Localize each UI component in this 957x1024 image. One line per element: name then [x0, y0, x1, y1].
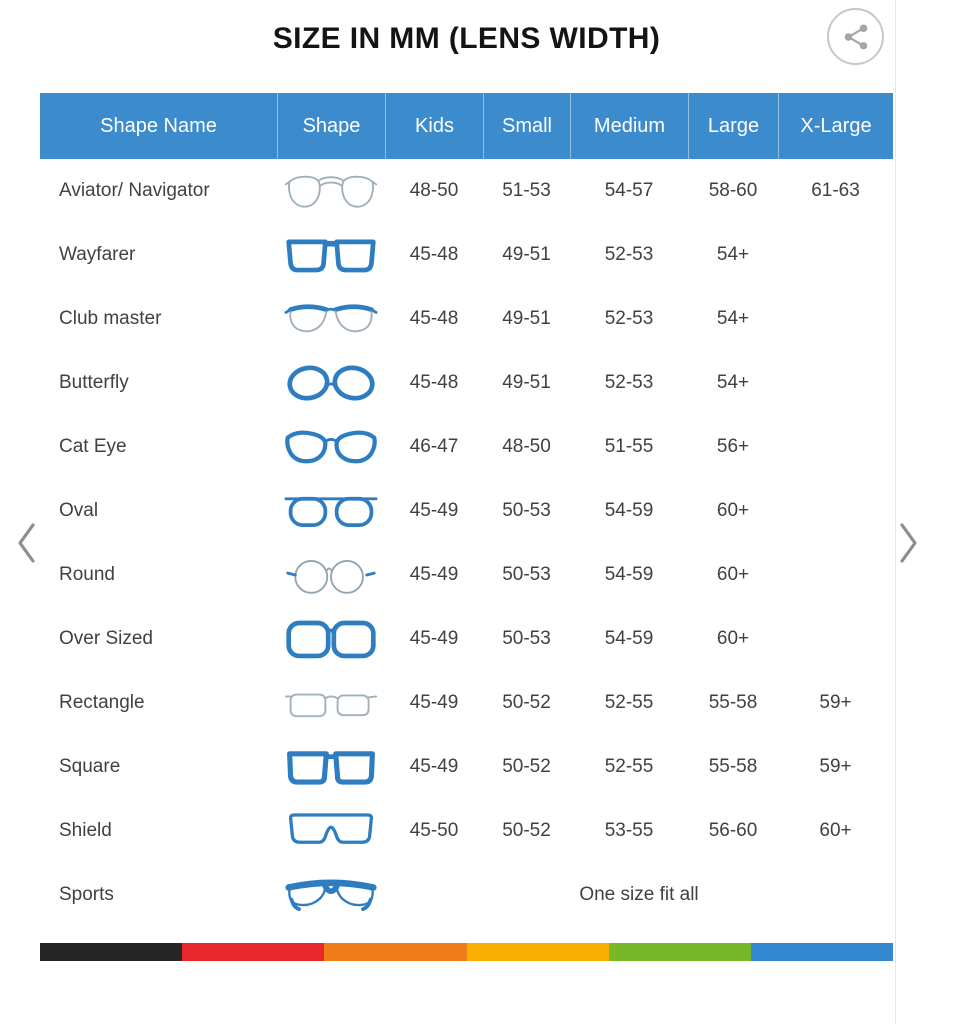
color-bar-segment	[40, 943, 182, 961]
clubmaster-glasses-icon	[277, 297, 385, 341]
cat-eye-glasses-icon	[277, 425, 385, 469]
oversized-glasses-icon	[277, 617, 385, 661]
size-value: 60+	[716, 500, 750, 521]
size-value: 45-49	[409, 564, 459, 585]
size-value: 60+	[716, 628, 750, 649]
one-size-label: One size fit all	[579, 884, 699, 905]
carousel-next-button[interactable]	[897, 522, 919, 564]
shape-name-label: Butterfly	[59, 372, 129, 393]
header-xlarge: X-Large	[778, 93, 893, 159]
size-value: 58-60	[708, 180, 758, 201]
aviator-glasses-icon	[277, 169, 385, 213]
shape-name-label: Rectangle	[59, 692, 145, 713]
shape-name-label: Square	[59, 756, 121, 777]
rectangle-glasses-icon	[277, 681, 385, 725]
table-header-row	[40, 93, 893, 159]
color-bar-segment	[609, 943, 751, 961]
table-row	[40, 607, 893, 671]
size-value: 50-53	[502, 564, 551, 585]
size-value: 59+	[819, 692, 852, 713]
header-large: Large	[688, 93, 778, 159]
size-value: 49-51	[502, 244, 551, 265]
size-value: 45-49	[409, 756, 459, 777]
size-value: 45-49	[409, 500, 459, 521]
table-row	[40, 799, 893, 863]
shape-name-label: Round	[59, 564, 115, 585]
size-value: 49-51	[502, 372, 551, 393]
size-value: 45-48	[409, 308, 459, 329]
size-value: 56+	[716, 436, 750, 457]
color-bar-segment	[751, 943, 893, 961]
table-row	[40, 735, 893, 799]
shape-name-label: Shield	[59, 820, 112, 841]
size-value: 54+	[716, 372, 750, 393]
header-small: Small	[483, 93, 570, 159]
size-value: 52-55	[604, 692, 654, 713]
sports-glasses-icon	[277, 873, 385, 917]
color-bar-segment	[467, 943, 609, 961]
table-row	[40, 159, 893, 223]
shape-name-label: Over Sized	[59, 628, 153, 649]
size-value: 52-53	[604, 308, 654, 329]
size-value: 54-59	[604, 500, 654, 521]
table-row	[40, 863, 893, 927]
chevron-right-icon	[897, 522, 919, 564]
carousel-prev-button[interactable]	[16, 522, 38, 564]
shape-name-label: Cat Eye	[59, 436, 127, 457]
size-value: 50-52	[502, 692, 551, 713]
shape-name-label: Sports	[59, 884, 114, 905]
size-value: 54-59	[604, 628, 654, 649]
size-value: 55-58	[708, 692, 758, 713]
size-table	[40, 93, 893, 927]
table-row	[40, 671, 893, 735]
size-value: 45-49	[409, 628, 459, 649]
size-value: 45-48	[409, 372, 459, 393]
oval-glasses-icon	[277, 489, 385, 533]
shape-name-label: Oval	[59, 500, 99, 521]
size-value: 50-52	[502, 756, 551, 777]
size-value: 54+	[716, 308, 750, 329]
table-row	[40, 479, 893, 543]
size-value: 54+	[716, 244, 750, 265]
shape-name-label: Club master	[59, 308, 162, 329]
table-row	[40, 415, 893, 479]
butterfly-glasses-icon	[277, 361, 385, 405]
shield-glasses-icon	[277, 809, 385, 853]
table-row	[40, 287, 893, 351]
size-value: 60+	[819, 820, 852, 841]
page-edge-divider	[895, 0, 896, 1024]
size-value: 55-58	[708, 756, 758, 777]
share-icon	[841, 22, 871, 52]
shape-name-label: Aviator/ Navigator	[59, 180, 210, 201]
round-glasses-icon	[277, 553, 385, 597]
header-kids: Kids	[385, 93, 483, 159]
size-value: 46-47	[409, 436, 459, 457]
header-medium: Medium	[570, 93, 688, 159]
size-value: 50-52	[502, 820, 551, 841]
square-glasses-icon	[277, 745, 385, 789]
shape-name-label: Wayfarer	[59, 244, 136, 265]
size-value: 52-53	[604, 372, 654, 393]
size-value: 52-53	[604, 244, 654, 265]
brand-color-bar	[40, 943, 893, 961]
color-bar-segment	[182, 943, 324, 961]
size-value: 61-63	[811, 180, 860, 201]
page-title: SIZE IN MM (LENS WIDTH)	[272, 22, 661, 55]
wayfarer-glasses-icon	[277, 233, 385, 277]
size-value: 45-50	[409, 820, 459, 841]
chevron-left-icon	[16, 522, 38, 564]
size-value: 54-57	[604, 180, 654, 201]
size-value: 45-49	[409, 692, 459, 713]
size-value: 50-53	[502, 628, 551, 649]
size-value: 49-51	[502, 308, 551, 329]
size-value: 45-48	[409, 244, 459, 265]
table-row	[40, 223, 893, 287]
color-bar-segment	[324, 943, 466, 961]
table-row	[40, 543, 893, 607]
size-value: 52-55	[604, 756, 654, 777]
size-value: 53-55	[604, 820, 654, 841]
size-value: 48-50	[502, 436, 551, 457]
size-value: 56-60	[708, 820, 758, 841]
header-shape-name: Shape Name	[100, 114, 217, 137]
size-value: 54-59	[604, 564, 654, 585]
size-value: 51-53	[502, 180, 551, 201]
size-value: 59+	[819, 756, 852, 777]
header-shape: Shape	[277, 93, 385, 159]
size-value: 60+	[716, 564, 750, 585]
size-value: 51-55	[604, 436, 654, 457]
size-value: 48-50	[409, 180, 459, 201]
share-button[interactable]	[827, 8, 884, 65]
size-value: 50-53	[502, 500, 551, 521]
table-row	[40, 351, 893, 415]
